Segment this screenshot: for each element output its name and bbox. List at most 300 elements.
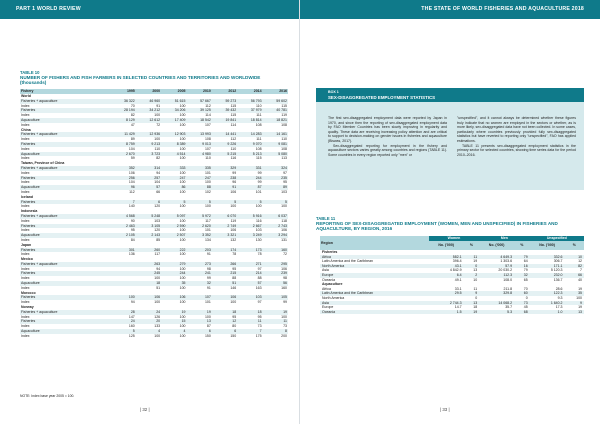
table10-cell: 101 [204, 300, 211, 305]
table10-cell: 100 [204, 180, 211, 185]
table10-cell: 115 [230, 113, 237, 118]
table11-cell: 9 [565, 301, 585, 306]
box1-title: SEX-DISAGGREGATED EMPLOYMENT STATISTICS [328, 95, 436, 100]
table10-cell: Fisheries [20, 108, 110, 113]
table10-cell: 3 294 [263, 233, 288, 238]
table10-cell: 102 [204, 189, 211, 194]
table11-cell: 136.7 [553, 277, 563, 282]
table10-cell: Aquaculture [20, 152, 110, 157]
table10-cell: 110 [205, 156, 211, 161]
table10-cell: 5 248 [136, 214, 161, 219]
table11-cell: Africa [320, 255, 429, 260]
table10-cell: 108 [281, 122, 287, 127]
table11-cell: 11 [464, 255, 480, 260]
table10-cell: 9 013 [186, 142, 211, 147]
table10-cell: 19 841 [212, 118, 237, 123]
table10-cell: 73 [283, 324, 287, 329]
table11-cell: 49.1 [454, 277, 462, 282]
table10-cell: 119 [281, 113, 287, 118]
table11-body [320, 250, 584, 314]
table10-cell: 73 [257, 324, 262, 329]
table10-cell: Index [21, 170, 30, 175]
table10-col-header: 2010 [186, 89, 211, 94]
table11-subcol-header: No. ('000) [530, 241, 565, 250]
table10-cell: Index [21, 314, 30, 319]
table10-cell: 241 [186, 271, 211, 276]
table10-cell: 150 [204, 333, 211, 338]
table10-cell: 3 105 [136, 224, 161, 229]
table10-cell: 106 [212, 295, 237, 300]
table10-cell: 12 903 [161, 132, 186, 137]
table10-cell: 119 [230, 218, 237, 223]
table10-cell: 100 [230, 300, 237, 305]
table10-cell: 244 [237, 176, 262, 181]
table10-cell: 271 [237, 262, 262, 267]
table10-cell: Index [21, 228, 30, 233]
table11-cell: 7 [580, 268, 582, 273]
table10-cell: 329 [212, 166, 237, 171]
table11-cell: Oceania [320, 310, 429, 315]
table11-cell: 14 068.2 [479, 301, 514, 306]
table10-cell: 17 409 [161, 118, 186, 123]
table11-subcol-header: % [565, 241, 585, 250]
table10-col-header: 2012 [212, 89, 237, 94]
table10-cell: Aquaculture [20, 233, 110, 238]
table10-cell: 18 [136, 281, 161, 286]
table10-cell: 112 [129, 189, 135, 194]
table10-cell: 100 [179, 300, 186, 305]
table10-cell: 266 [212, 262, 237, 267]
table10-cell: 59 602 [263, 99, 288, 104]
table10-cell: 82 [130, 113, 135, 118]
table10-cell: 2 507 [161, 233, 186, 238]
table10-cell: 100 [154, 137, 161, 142]
page-number-right: | 33 | [440, 407, 450, 412]
table10-cell: 108 [255, 122, 262, 127]
table10-cell: 6 [186, 329, 211, 334]
table10-cell: 100 [179, 324, 186, 329]
table10-cell: Japan [21, 242, 32, 247]
table10-cell: 2 620 [186, 224, 211, 229]
table11-cell: 32 [514, 273, 530, 278]
table10-cell: 40 781 [263, 108, 288, 113]
box1-right-column [457, 116, 576, 157]
table10-cell: 95 [257, 314, 262, 319]
table10-cell: 32 [186, 281, 211, 286]
table10-cell: 173 [237, 248, 262, 253]
table10-cell: 13 [186, 319, 211, 324]
table10-cell: 100 [179, 276, 186, 281]
table10-row [20, 334, 288, 339]
table10-cell: 247 [161, 176, 186, 181]
table11-cell: 9.3 [557, 295, 563, 300]
table10-cell: 12 612 [136, 118, 161, 123]
table10-cell: Index [21, 237, 30, 242]
table10-cell: 214 [237, 271, 262, 276]
table10-cell: 314 [136, 166, 161, 171]
table10-cell: 100 [179, 180, 186, 185]
table10-cell: 111 [256, 137, 262, 142]
table10-cell: Index [21, 218, 30, 223]
table10-cell: 106 [161, 295, 186, 300]
table10-cell: 100 [179, 204, 186, 209]
table11-cell: 19 [473, 259, 478, 264]
table10-cell: Index [21, 146, 30, 151]
table10-cell: 103 [154, 218, 161, 223]
table10-cell: 333 [161, 166, 186, 171]
table10-cell: 100 [179, 228, 186, 233]
table10-cell: Mexico [21, 257, 33, 262]
table10-cell: 99 [257, 180, 262, 185]
table10-cell: 100 [154, 113, 161, 118]
table10-cell: Aquaculture [20, 329, 110, 334]
table10-cell: 273 [186, 262, 211, 267]
table10-cell: 88 [232, 276, 237, 281]
table10-cell: 100 [179, 314, 186, 319]
table11-cell: 396.4 [452, 259, 462, 264]
table10-cell: 104 [128, 180, 135, 185]
table11-group-header: Men [479, 236, 529, 241]
box1-paragraph: Sex-disaggregated reporting for employment in the fishery and aquaculture sectors varies greatly among countries and regions (TABLE 11). Some countries in every region reported only "men" or [328, 143, 447, 157]
table11-group-header: Women [429, 236, 479, 241]
table10-cell: 100 [281, 314, 287, 319]
table10-cell: 244 [161, 271, 186, 276]
table10-cell: 9 213 [136, 142, 161, 147]
table10-cell: 160 [281, 285, 287, 290]
table10-cell: Index [21, 266, 30, 271]
table11-cell: North America [320, 264, 429, 269]
table11-region-header: Region [320, 236, 429, 250]
table10-col-header: 2005 [161, 89, 186, 94]
table10-cell: Fisheries [20, 224, 110, 229]
table11-subcol-header: % [514, 241, 530, 250]
table10-cell: 116 [230, 156, 237, 161]
table10-cell: Aquaculture [20, 185, 110, 190]
table11-cell: 79 [523, 268, 528, 273]
table10-cell: 100 [179, 113, 186, 118]
table10-cell: 115 [281, 103, 287, 108]
table10-cell: Norway [21, 305, 34, 310]
table10-cell: 6 [212, 329, 237, 334]
table10-cell: 94 [156, 266, 161, 271]
table10-label: TABLE 10 [20, 70, 40, 75]
table10-cell: 24 [136, 310, 161, 315]
table10-cell: 18 [212, 310, 237, 315]
table10-cell: 5 916 [237, 214, 262, 219]
running-header-left [0, 0, 300, 19]
table10-cell: 125 [128, 333, 135, 338]
table10-cell: 5 972 [186, 214, 211, 219]
table10-cell: 87 [206, 324, 211, 329]
table10-cell: 3 723 [136, 152, 161, 157]
table10-cell: 238 [212, 176, 237, 181]
table10-cell: 5 097 [161, 214, 186, 219]
box1 [316, 88, 584, 190]
table10-col-header: 2000 [136, 89, 161, 94]
table10-cell: 175 [255, 333, 262, 338]
table10-cell: Index [21, 204, 30, 209]
table10-cell: 2 667 [237, 224, 262, 229]
table10-cell: 99 [206, 276, 211, 281]
table10-cell: 99 [232, 170, 237, 175]
table10-cell: Fisheries [20, 319, 110, 324]
table10-cell: 4 568 [110, 214, 135, 219]
table10-cell: 100 [179, 252, 186, 257]
table11-cell: 19 [578, 286, 582, 291]
table10-cell: 94 [130, 300, 135, 305]
table10-cell: 133 [154, 324, 161, 329]
table11-cell: 13 [473, 268, 478, 273]
table10-cell: 174 [212, 248, 237, 253]
table11-cell: 5 120.3 [550, 268, 563, 273]
table10-cell: 114 [230, 122, 237, 127]
table10-cell: 97 [257, 300, 262, 305]
table11-cell: 33.1 [454, 286, 462, 291]
table10-cell: Fisheries [20, 295, 110, 300]
table10-cell: 3 352 [186, 233, 211, 238]
table11-cell: 79 [514, 255, 530, 260]
table10-cell: 8 389 [161, 142, 186, 147]
table10-cell: 19 [263, 310, 288, 315]
table10-cell: 95 [232, 266, 237, 271]
table10-cell: 97 [257, 266, 262, 271]
table11-cell: 64 [523, 259, 528, 264]
table10-cell: 9 070 [237, 142, 262, 147]
table10-cell: 5 080 [263, 152, 288, 157]
table10-cell: 120 [154, 204, 161, 209]
table11-cell: 82 [565, 264, 585, 269]
box1-paragraph: The first sex-disaggregated employment data were reported by Japan in 1970, and since then the reporting of sex-disaggregated employment data by FAO Member Countries has been slowly improving in regularity and quality. These data are receiving increasing policy attention and are critical to support to decision-making on gender issues in fisheries and aquaculture (Biswas, 2017). [328, 116, 447, 143]
table10-cell: 70 [130, 103, 135, 108]
table11-cell: 65 [523, 277, 528, 282]
table10-cell: 239 [263, 271, 288, 276]
table11-cell: 20 030.2 [498, 268, 513, 273]
table10-cell: 88 [186, 185, 211, 190]
table10-cell: Fisheries + aquaculture [20, 214, 110, 219]
table10-cell: 5 [110, 329, 135, 334]
table11-cell: Africa [322, 286, 331, 291]
table10-cell: Fisheries [20, 271, 110, 276]
table10-cell: 256 [110, 176, 135, 181]
table10-cell: 131 [281, 237, 287, 242]
table10-cell: 130 [255, 237, 262, 242]
table10-cell: 4 [136, 329, 161, 334]
table10-cell: 72 [156, 122, 161, 127]
table10-cell: 106 [230, 228, 237, 233]
table10-cell: 34 212 [136, 108, 161, 113]
table10-cell: 100 [179, 137, 186, 142]
table10-cell: 2 749 [212, 224, 237, 229]
table10-cell: Fisheries + aquaculture [20, 262, 110, 267]
table10-cell: 28 194 [110, 108, 135, 113]
table11-cell: 211.8 [503, 286, 513, 291]
table10-cell: 12 936 [136, 132, 161, 137]
table10-cell: Fisheries [20, 248, 110, 253]
table10-cell: 114 [205, 113, 211, 118]
table10-cell: 116 [255, 218, 262, 223]
table10-col-header: Fishery [20, 89, 110, 94]
table10-cell: 110 [154, 146, 161, 151]
table10-cell: Aquaculture [20, 281, 110, 286]
table11-cell: 29.5 [429, 291, 464, 296]
table10-cell: 100 [179, 285, 186, 290]
table10-cell: 335 [186, 166, 211, 171]
table10-cell: 100 [204, 314, 211, 319]
table10-cell: 3 249 [237, 233, 262, 238]
table10-cell: 105 [263, 295, 288, 300]
table11-cell: 2 744.3 [429, 301, 464, 306]
table10-cell: 6 070 [212, 214, 237, 219]
table10-cell: 203 [186, 248, 211, 253]
table10-cell: 115 [230, 103, 237, 108]
table10-cell: 37 979 [237, 108, 262, 113]
table11-cell: 17.3 [555, 305, 563, 310]
table10-cell: Index [21, 189, 30, 194]
table11-cell: 13 [464, 301, 480, 306]
table10-cell: 15 [161, 319, 186, 324]
table11-cell: 35.7 [505, 305, 513, 310]
table10-cell: 200 [281, 333, 287, 338]
table10-cell: Fisheries [20, 200, 110, 205]
table11-cell: 14.7 [454, 305, 462, 310]
table10-cell: 104 [128, 146, 135, 151]
table11-cell: 28.6 [555, 286, 563, 291]
table10-cell: 51 [212, 281, 237, 286]
table11-cell: 112.3 [479, 273, 514, 278]
table10-cell: 57 [237, 281, 262, 286]
table10-cell: 5 213 [237, 152, 262, 157]
table11-cell: Europe [322, 305, 334, 310]
table10-cell: 88 [257, 276, 262, 281]
table10-cell: 134 [204, 237, 211, 242]
table11-cell: Latin America and the Caribbean [322, 259, 373, 264]
table10-cell: 100 [110, 295, 135, 300]
table11-cell: 582.1 [429, 255, 464, 260]
table11-cell: 45 [523, 305, 528, 310]
table11-cell: 1 640.2 [530, 301, 565, 306]
table10-cell: 7 [110, 200, 135, 205]
table11-cell: 306.7 [553, 259, 563, 264]
table11-cell: 19 [464, 310, 480, 315]
table10-cell: Aquaculture [20, 118, 110, 123]
table10-cell: 7 [237, 329, 262, 334]
table10-cell: 89 [130, 137, 135, 142]
table11-cell: 6.4 [429, 273, 464, 278]
table10-cell: 98 [206, 266, 211, 271]
table10-cell: 5 [237, 200, 262, 205]
table10-cell: 104 [154, 180, 161, 185]
table11-cell: 18 [473, 305, 478, 310]
table10-cell: 84 [130, 237, 135, 242]
table10-cell: 9 081 [263, 142, 288, 147]
table10-cell: 5 [186, 200, 211, 205]
table10-cell: 260 [136, 248, 161, 253]
table10-cell: 19 [186, 310, 211, 315]
table10-cell: 5 [212, 200, 237, 205]
table10-cell: Index [21, 103, 30, 108]
table10-cell: 107 [204, 122, 211, 127]
table10-cell: 14 283 [237, 132, 262, 137]
table11-cell: 1.5 [429, 310, 464, 315]
table10-cell: 35 [161, 281, 186, 286]
table10-cell: 146 [230, 285, 237, 290]
table10-cell: 247 [186, 176, 211, 181]
table10-cell: 5 [161, 200, 186, 205]
running-header-right [300, 0, 600, 19]
table10-cell: 115 [255, 156, 262, 161]
table10-cell: 245 [136, 271, 161, 276]
table11-cell: 11 [473, 286, 478, 291]
table10-cell: 5 215 [212, 152, 237, 157]
table10-cell: 91 [206, 285, 211, 290]
table10-cell: Fisheries + aquaculture [20, 166, 110, 171]
table10-cell: 100 [230, 204, 237, 209]
table10-cell: 98 [283, 276, 287, 281]
table10-cell: 24 [110, 319, 135, 324]
table10-cell: 18 821 [263, 118, 288, 123]
table11-cell: Europe [320, 273, 429, 278]
table10-cell: 97 [283, 170, 287, 175]
table10-col-header: 1995 [110, 89, 135, 94]
table10-cell: 100 [154, 300, 161, 305]
table10-cell: Indonesia [21, 209, 38, 214]
table10-cell: 96 [232, 180, 237, 185]
table10-cell: 4 [161, 329, 186, 334]
table10-cell: 66 [156, 189, 161, 194]
table11-cell: 40 [578, 277, 582, 282]
table10-cell: 295 [263, 262, 288, 267]
table10-cell: 2 670 [110, 152, 135, 157]
table10-cell: 279 [161, 262, 186, 267]
table10-cell: 101 [255, 189, 262, 194]
table10-cell: 72 [283, 252, 287, 257]
box1-label: BOX 1 [328, 90, 339, 94]
table10-cell: 100 [179, 218, 186, 223]
table10-cell: Fisheries + aquaculture [20, 310, 110, 315]
table10-cell: 34 206 [161, 108, 186, 113]
table10-cell: China [21, 127, 31, 132]
table10-cell: 95 [232, 314, 237, 319]
table11-group-header: Unspecified [530, 236, 584, 241]
table10-cell: 5 [263, 200, 288, 205]
table10-cell: 57 [136, 185, 161, 190]
table10-cell: 324 [263, 166, 288, 171]
table11-cell: Oceania [322, 277, 336, 282]
table10-cell: 36 322 [110, 99, 135, 104]
table10-cell: 82 [156, 156, 161, 161]
table10-cell: Index [21, 324, 30, 329]
table10-cell: 100 [255, 204, 262, 209]
table10-cell: 2 743 [263, 224, 288, 229]
table10-cell: Index [21, 333, 30, 338]
table10-body [20, 94, 288, 339]
table11-cell: 100 [576, 295, 582, 300]
box1-paragraph: TABLE 11 presents sex-disaggregated employment statistics in the primary sector for selected countries, showing time series data for the period 2010–2016. [457, 143, 576, 157]
table11-cell: 43.1 [429, 264, 464, 269]
table10-cell: 100 [281, 204, 287, 209]
table10-cell: 100 [179, 103, 186, 108]
table10-cell: 59 273 [212, 99, 237, 104]
table11-cell: 73 [514, 301, 530, 306]
table10-cell: Index [21, 252, 30, 257]
table10-cell: 95 [283, 180, 287, 185]
table10-col-header: 2016 [263, 89, 288, 94]
table10-cell: 2 463 [110, 224, 135, 229]
table10-cell: 163 [255, 285, 262, 290]
table11-cell: 10 [565, 255, 585, 260]
table11-cell: 57.9 [479, 264, 514, 269]
table10-cell: 110 [230, 146, 237, 151]
